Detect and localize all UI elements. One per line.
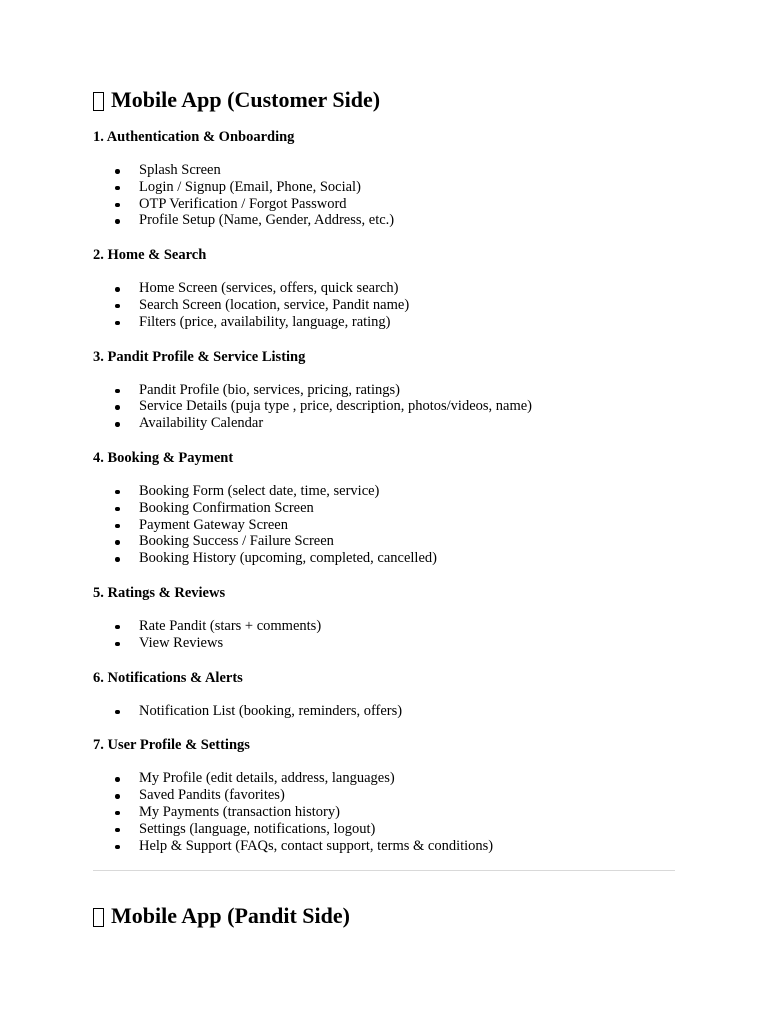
bullet-icon bbox=[115, 287, 120, 292]
list-item bbox=[93, 770, 675, 787]
bullet-icon bbox=[115, 422, 120, 427]
list-item-text: Saved Pandits (favorites) bbox=[139, 787, 285, 804]
list-item bbox=[93, 550, 675, 567]
list-item bbox=[93, 500, 675, 517]
bullet-icon bbox=[115, 625, 120, 630]
bullet-icon bbox=[115, 186, 120, 191]
bullet-list bbox=[93, 280, 675, 330]
section-5 bbox=[93, 584, 675, 652]
bullet-icon bbox=[115, 304, 120, 309]
list-item bbox=[93, 517, 675, 534]
list-item-text: Rate Pandit (stars + comments) bbox=[139, 617, 322, 634]
section-3 bbox=[93, 348, 675, 432]
section-6 bbox=[93, 669, 675, 720]
list-item-text: My Payments (transaction history) bbox=[139, 803, 340, 820]
section-heading: 4. Booking & Payment bbox=[93, 449, 234, 466]
section-heading: 1. Authentication & Onboarding bbox=[93, 129, 295, 145]
list-item-text: Booking Form (select date, time, service) bbox=[139, 482, 380, 499]
list-item-text: Profile Setup (Name, Gender, Address, etc.) bbox=[139, 212, 395, 229]
list-item-text: Payment Gateway Screen bbox=[139, 516, 288, 533]
list-item bbox=[93, 196, 675, 213]
list-item bbox=[93, 483, 675, 500]
pandit-app-heading bbox=[93, 902, 675, 930]
list-item-text: My Profile (edit details, address, languages) bbox=[139, 770, 395, 787]
bullet-icon bbox=[115, 169, 120, 174]
list-item-text: OTP Verification / Forgot Password bbox=[139, 195, 347, 212]
list-item bbox=[93, 838, 675, 855]
bullet-icon bbox=[115, 794, 120, 799]
list-item bbox=[93, 179, 675, 196]
bullet-icon bbox=[115, 540, 120, 545]
list-item bbox=[93, 382, 675, 399]
list-item-text: Login / Signup (Email, Phone, Social) bbox=[139, 178, 361, 195]
list-item bbox=[93, 162, 675, 179]
list-item-text: Settings (language, notifications, logout) bbox=[139, 820, 376, 837]
section-heading: 3. Pandit Profile & Service Listing bbox=[93, 348, 306, 365]
list-item-text: Notification List (booking, reminders, offers) bbox=[139, 702, 403, 719]
section-heading: 5. Ratings & Reviews bbox=[93, 584, 226, 601]
bullet-icon bbox=[115, 524, 120, 529]
list-item bbox=[93, 415, 675, 432]
bullet-list bbox=[93, 618, 675, 652]
list-item-text: Booking Confirmation Screen bbox=[139, 499, 314, 516]
bullet-icon bbox=[115, 557, 120, 562]
bullet-icon bbox=[115, 777, 120, 782]
customer-sections bbox=[93, 128, 675, 854]
list-item-text: Availability Calendar bbox=[139, 415, 264, 432]
list-item-text: Service Details (puja type , price, description, photos/videos, name) bbox=[139, 398, 533, 415]
bullet-icon bbox=[115, 710, 120, 715]
list-item-text: Pandit Profile (bio, services, pricing, ratings) bbox=[139, 381, 400, 398]
bullet-icon bbox=[115, 389, 120, 394]
bullet-icon bbox=[115, 203, 120, 208]
section-heading: 7. User Profile & Settings bbox=[93, 737, 250, 754]
list-item bbox=[93, 314, 675, 331]
list-item-text: View Reviews bbox=[139, 634, 224, 651]
customer-app-title: Mobile App (Customer Side) bbox=[111, 87, 381, 112]
list-item bbox=[93, 787, 675, 804]
list-item bbox=[93, 297, 675, 314]
section-2 bbox=[93, 246, 675, 330]
bullet-icon bbox=[115, 405, 120, 410]
section-1 bbox=[93, 128, 675, 229]
list-item-text: Search Screen (location, service, Pandit name) bbox=[139, 296, 410, 313]
missing-glyph-icon bbox=[93, 908, 104, 927]
bullet-icon bbox=[115, 507, 120, 512]
list-item bbox=[93, 280, 675, 297]
list-item-text: Filters (price, availability, language, rating) bbox=[139, 313, 391, 330]
bullet-icon bbox=[115, 642, 120, 647]
list-item bbox=[93, 804, 675, 821]
section-heading: 6. Notifications & Alerts bbox=[93, 669, 243, 686]
section-heading: 2. Home & Search bbox=[93, 247, 207, 264]
bullet-icon bbox=[115, 490, 120, 495]
list-item bbox=[93, 212, 675, 229]
section-7 bbox=[93, 736, 675, 854]
bullet-icon bbox=[115, 811, 120, 816]
bullet-list bbox=[93, 162, 675, 229]
bullet-icon bbox=[115, 321, 120, 326]
bullet-icon bbox=[115, 828, 120, 833]
pandit-app-title: Mobile App (Pandit Side) bbox=[111, 903, 350, 929]
list-item bbox=[93, 533, 675, 550]
list-item-text: Booking Success / Failure Screen bbox=[139, 533, 334, 550]
list-item bbox=[93, 821, 675, 838]
list-item-text: Booking History (upcoming, completed, cancelled) bbox=[139, 550, 437, 567]
list-item bbox=[93, 618, 675, 635]
bullet-list bbox=[93, 382, 675, 432]
bullet-list bbox=[93, 770, 675, 854]
list-item-text: Help & Support (FAQs, contact support, terms & conditions) bbox=[139, 837, 494, 854]
customer-app-heading bbox=[93, 86, 675, 114]
section-4 bbox=[93, 449, 675, 567]
list-item bbox=[93, 635, 675, 652]
bullet-icon bbox=[115, 219, 120, 224]
bullet-icon bbox=[115, 845, 120, 850]
bullet-list bbox=[93, 483, 675, 567]
list-item-text: Home Screen (services, offers, quick search) bbox=[139, 280, 399, 297]
missing-glyph-icon bbox=[93, 92, 104, 111]
bullet-list bbox=[93, 703, 675, 720]
list-item-text: Splash Screen bbox=[139, 162, 221, 178]
list-item bbox=[93, 398, 675, 415]
section-divider bbox=[93, 870, 675, 871]
list-item bbox=[93, 703, 675, 720]
